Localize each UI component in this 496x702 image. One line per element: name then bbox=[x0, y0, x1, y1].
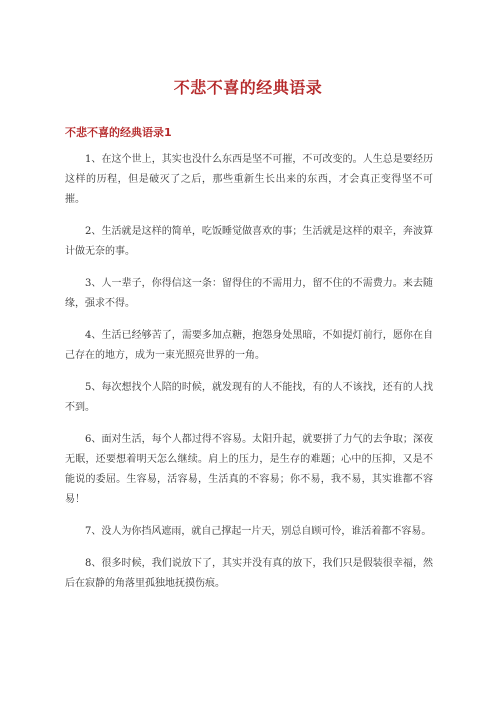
quote-list bbox=[65, 150, 433, 606]
quote-paragraph: 5、每次想找个人陪的时候，就发现有的人不能找，有的人不该找，还有的人找不到。 bbox=[65, 382, 433, 413]
quote-paragraph: 6、面对生活，每个人都过得不容易。太阳升起，就要拼了力气的去争取；深夜无眠，还要想着明天怎么继续。肩上的压力，是生存的难题；心中的压抑，又是不能说的委屈。生容易，活容易，生活真的不容易；你不易，我不易，其实谁都不容易！ bbox=[65, 434, 433, 505]
quote-paragraph: 8、很多时候，我们说放下了，其实并没有真的放下，我们只是假装很幸福，然后在寂静的角落里孤独地抚摸伤痕。 bbox=[65, 558, 433, 589]
quote-paragraph: 3、人一辈子，你得信这一条：留得住的不需用力，留不住的不需费力。来去随缘，强求不得。 bbox=[65, 278, 433, 309]
quote-paragraph: 7、没人为你挡风遮雨，就自己撑起一片天，别总自顾可怜，谁活着都不容易。 bbox=[85, 526, 432, 537]
quote-paragraph: 2、生活就是这样的简单，吃饭睡觉做喜欢的事；生活就是这样的艰辛，奔波算计做无奈的事。 bbox=[65, 226, 433, 257]
quote-paragraph: 4、生活已经够苦了，需要多加点糖，抱怨身处黑暗，不如提灯前行，愿你在自己存在的地方，成为一束光照亮世界的一角。 bbox=[65, 330, 433, 361]
section-heading: 不悲不喜的经典语录1 bbox=[65, 126, 172, 139]
document-title: 不悲不喜的经典语录 bbox=[173, 78, 323, 97]
quote-paragraph: 1、在这个世上，其实也没什么东西是坚不可摧，不可改变的。人生总是要经历这样的历程，但是破灭了之后，那些重新生长出来的东西，才会真正变得坚不可摧。 bbox=[65, 154, 433, 205]
